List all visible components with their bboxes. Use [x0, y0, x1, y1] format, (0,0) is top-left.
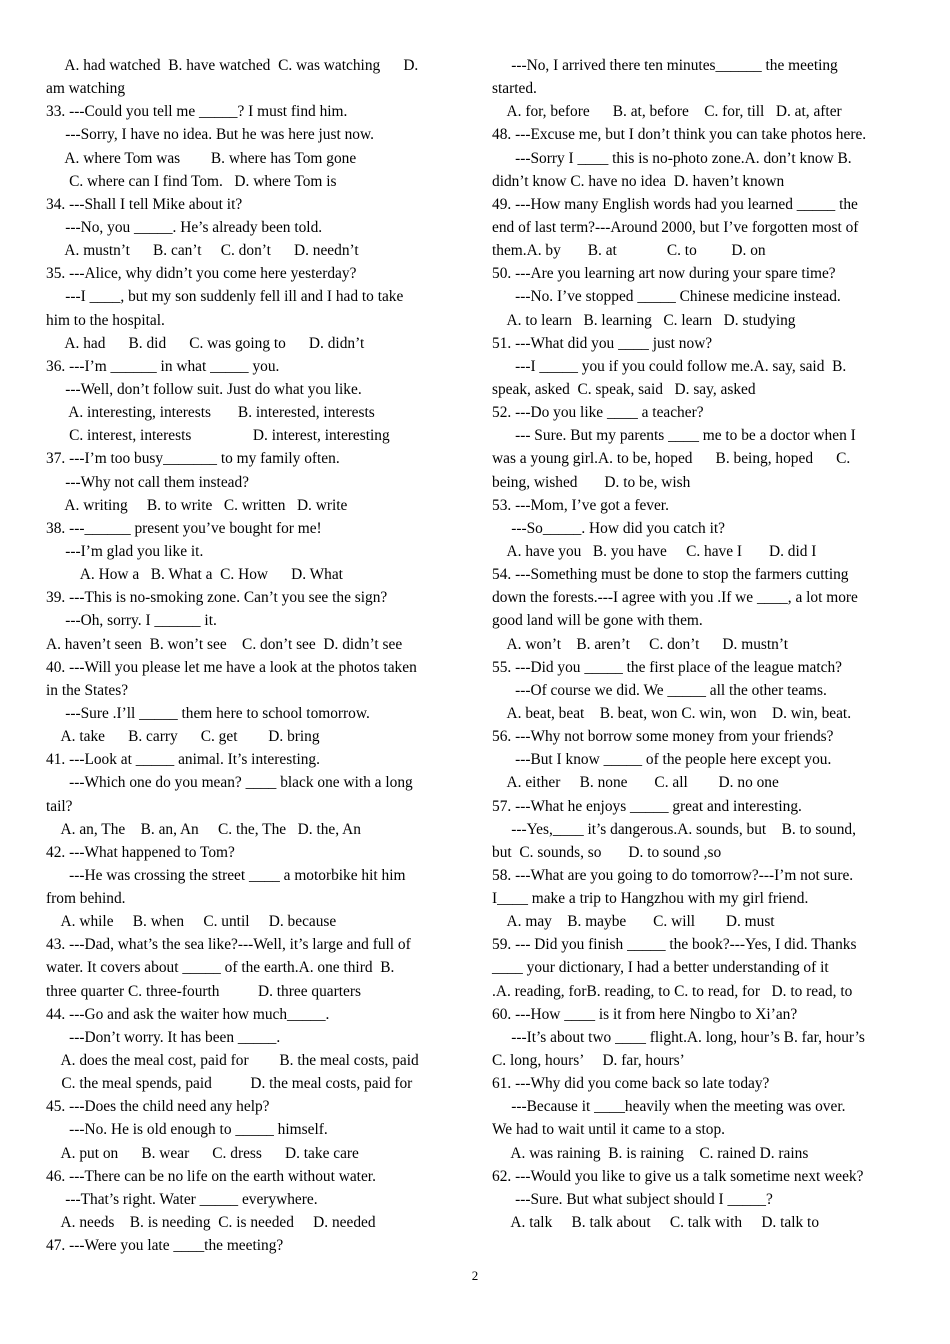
- text-line: in the States?: [46, 681, 129, 699]
- text-line: A. have you B. you have C. have I D. did I: [492, 542, 817, 560]
- text-line: ---No, I arrived there ten minutes______ the meeting: [492, 57, 838, 74]
- text-line: ---Sure .I’ll _____ them here to school tomorrow.: [46, 704, 370, 722]
- text-line: ---No, you _____. He’s already been told.: [46, 218, 323, 236]
- text-line: A. while B. when C. until D. because: [46, 913, 337, 931]
- text-line: C. long, hours’ D. far, hours’: [492, 1052, 685, 1070]
- text-line: 61. ---Why did you come back so late today?: [492, 1075, 770, 1093]
- text-line: ---Which one do you mean? ____ black one with a long: [46, 774, 413, 792]
- text-line: ---I’m glad you like it.: [46, 542, 204, 560]
- text-line: didn’t know C. have no idea D. haven’t known: [492, 172, 785, 190]
- text-line: 46. ---There can be no life on the earth without water.: [46, 1167, 376, 1185]
- text-line: was a young girl.A. to be, hoped B. being, hoped C.: [492, 450, 851, 468]
- text-line: ---That’s right. Water _____ everywhere.: [46, 1190, 318, 1208]
- text-line: 55. ---Did you _____ the first place of the league match?: [492, 658, 843, 676]
- text-line: end of last term?---Around 2000, but I’ve forgotten most of: [492, 218, 859, 236]
- text-line: A. writing B. to write C. written D. write: [46, 496, 348, 514]
- text-line: ---No. He is old enough to _____ himself.: [46, 1121, 328, 1139]
- text-line: A. interesting, interests B. interested, interests: [46, 404, 375, 422]
- text-line: him to the hospital.: [46, 311, 165, 329]
- text-line: 52. ---Do you like ____ a teacher?: [492, 404, 704, 422]
- text-line: A. was raining B. is raining C. rained D. rains: [492, 1144, 809, 1162]
- right-column: [492, 54, 904, 1234]
- text-line: 54. ---Something must be done to stop the farmers cutting: [492, 566, 849, 584]
- text-line: ---But I know _____ of the people here except you.: [492, 751, 832, 769]
- text-line: 59. --- Did you finish _____ the book?---Yes, I did. Thanks: [492, 936, 857, 954]
- text-line: C. the meal spends, paid D. the meal costs, paid for: [46, 1075, 413, 1093]
- text-line: started.: [492, 80, 537, 98]
- text-line: 45. ---Does the child need any help?: [46, 1098, 270, 1116]
- text-line: A. to learn B. learning C. learn D. studying: [492, 311, 796, 329]
- text-line: ---So_____. How did you catch it?: [492, 519, 725, 537]
- text-line: 39. ---This is no-smoking zone. Can’t you see the sign?: [46, 589, 388, 607]
- text-line: three quarter C. three-fourth D. three quarters: [46, 982, 361, 1000]
- text-line: We had to wait until it came to a stop.: [492, 1121, 725, 1139]
- text-line: 38. ---______ present you’ve bought for me!: [46, 519, 322, 537]
- page-number: 2: [471, 1268, 479, 1283]
- text-line: 62. ---Would you like to give us a talk sometime next week?: [492, 1167, 864, 1185]
- text-line: A. had B. did C. was going to D. didn’t: [46, 334, 365, 352]
- text-line: 43. ---Dad, what’s the sea like?---Well, it’s large and full of: [46, 936, 411, 954]
- text-line: C. interest, interests D. interest, interesting: [46, 427, 390, 445]
- text-line: 35. ---Alice, why didn’t you come here yesterday?: [46, 265, 357, 283]
- text-line: am watching: [46, 80, 126, 98]
- text-line: ---I ____, but my son suddenly fell ill and I had to take: [46, 288, 404, 306]
- text-line: ---Yes,____ it’s dangerous.A. sounds, but B. to sound,: [492, 820, 856, 838]
- text-line: 56. ---Why not borrow some money from your friends?: [492, 728, 834, 746]
- text-line: C. where can I find Tom. D. where Tom is: [46, 172, 337, 190]
- text-line: water. It covers about _____ of the earth.A. one third B.: [46, 959, 395, 977]
- text-line: A. put on B. wear C. dress D. take care: [46, 1144, 359, 1162]
- text-line: A. had watched B. have watched C. was watching D.: [46, 57, 419, 74]
- text-line: 42. ---What happened to Tom?: [46, 843, 235, 861]
- text-line: A. won’t B. aren’t C. don’t D. mustn’t: [492, 635, 788, 653]
- text-line: A. does the meal cost, paid for B. the meal costs, paid: [46, 1052, 419, 1070]
- text-line: A. an, The B. an, An C. the, The D. the, An: [46, 820, 361, 838]
- text-line: 53. ---Mom, I’ve got a fever.: [492, 496, 669, 514]
- text-line: ---Of course we did. We _____ all the other teams.: [492, 681, 827, 699]
- text-line: 58. ---What are you going to do tomorrow?---I’m not sure.: [492, 866, 854, 884]
- text-line: ---Well, don’t follow suit. Just do what you like.: [46, 380, 362, 398]
- text-line: A. either B. none C. all D. no one: [492, 774, 779, 792]
- text-line: A. for, before B. at, before C. for, till D. at, after: [492, 103, 842, 121]
- text-line: 33. ---Could you tell me _____? I must find him.: [46, 103, 348, 121]
- text-line: 36. ---I’m ______ in what _____ you.: [46, 357, 280, 375]
- text-line: A. take B. carry C. get D. bring: [46, 728, 320, 746]
- text-line: ---I _____ you if you could follow me.A. say, said B.: [492, 357, 847, 375]
- text-line: ---Sorry, I have no idea. But he was here just now.: [46, 126, 374, 144]
- text-line: A. needs B. is needing C. is needed D. needed: [46, 1214, 376, 1232]
- text-line: but C. sounds, so D. to sound ,so: [492, 843, 722, 861]
- text-line: being, wished D. to be, wish: [492, 473, 691, 491]
- text-line: tail?: [46, 797, 73, 815]
- text-line: down the forests.---I agree with you .If we ____, a lot more: [492, 589, 858, 607]
- left-column: [46, 54, 456, 1257]
- text-line: good land will be gone with them.: [492, 612, 703, 630]
- text-line: A. How a B. What a C. How D. What: [46, 566, 343, 584]
- text-line: from behind.: [46, 890, 126, 908]
- text-line: 48. ---Excuse me, but I don’t think you can take photos here.: [492, 126, 867, 144]
- text-line: A. may B. maybe C. will D. must: [492, 913, 775, 931]
- text-line: ---Why not call them instead?: [46, 473, 250, 491]
- text-line: A. where Tom was B. where has Tom gone: [46, 149, 357, 167]
- text-line: 49. ---How many English words had you learned _____ the: [492, 195, 858, 213]
- text-line: ---Because it ____heavily when the meeting was over.: [492, 1098, 846, 1116]
- text-line: 41. ---Look at _____ animal. It’s interesting.: [46, 751, 320, 769]
- text-line: 60. ---How ____ is it from here Ningbo to Xi’an?: [492, 1005, 798, 1023]
- text-line: A. talk B. talk about C. talk with D. talk to: [492, 1214, 820, 1232]
- text-line: ---It’s about two ____ flight.A. long, hour’s B. far, hour’s: [492, 1028, 865, 1046]
- text-line: ---Oh, sorry. I ______ it.: [46, 612, 217, 630]
- text-line: speak, asked C. speak, said D. say, asked: [492, 380, 756, 398]
- text-line: 44. ---Go and ask the waiter how much_____.: [46, 1005, 330, 1023]
- text-line: A. beat, beat B. beat, won C. win, won D. win, beat.: [492, 704, 852, 722]
- text-line: ---No. I’ve stopped _____ Chinese medicine instead.: [492, 288, 841, 306]
- text-line: A. mustn’t B. can’t C. don’t D. needn’t: [46, 242, 359, 260]
- text-line: ---Sorry I ____ this is no-photo zone.A. don’t know B.: [492, 149, 852, 167]
- text-line: ---Don’t worry. It has been _____.: [46, 1028, 281, 1046]
- text-line: 40. ---Will you please let me have a look at the photos taken: [46, 658, 417, 676]
- text-line: 50. ---Are you learning art now during your spare time?: [492, 265, 836, 283]
- text-line: 34. ---Shall I tell Mike about it?: [46, 195, 243, 213]
- text-line: ---He was crossing the street ____ a motorbike hit him: [46, 866, 406, 884]
- text-line: --- Sure. But my parents ____ me to be a doctor when I: [492, 427, 856, 445]
- text-line: A. haven’t seen B. won’t see C. don’t see D. didn’t see: [46, 635, 403, 653]
- text-line: ---Sure. But what subject should I _____?: [492, 1190, 773, 1208]
- text-line: 37. ---I’m too busy_______ to my family often.: [46, 450, 340, 468]
- text-line: them.A. by B. at C. to D. on: [492, 242, 766, 260]
- text-line: 51. ---What did you ____ just now?: [492, 334, 713, 352]
- text-line: 57. ---What he enjoys _____ great and interesting.: [492, 797, 802, 815]
- text-line: ____ your dictionary, I had a better understanding of it: [492, 959, 829, 977]
- text-line: I____ make a trip to Hangzhou with my girl friend.: [492, 890, 809, 908]
- text-line: 47. ---Were you late ____the meeting?: [46, 1237, 284, 1255]
- text-line: .A. reading, forB. reading, to C. to read, for D. to read, to: [492, 982, 853, 1000]
